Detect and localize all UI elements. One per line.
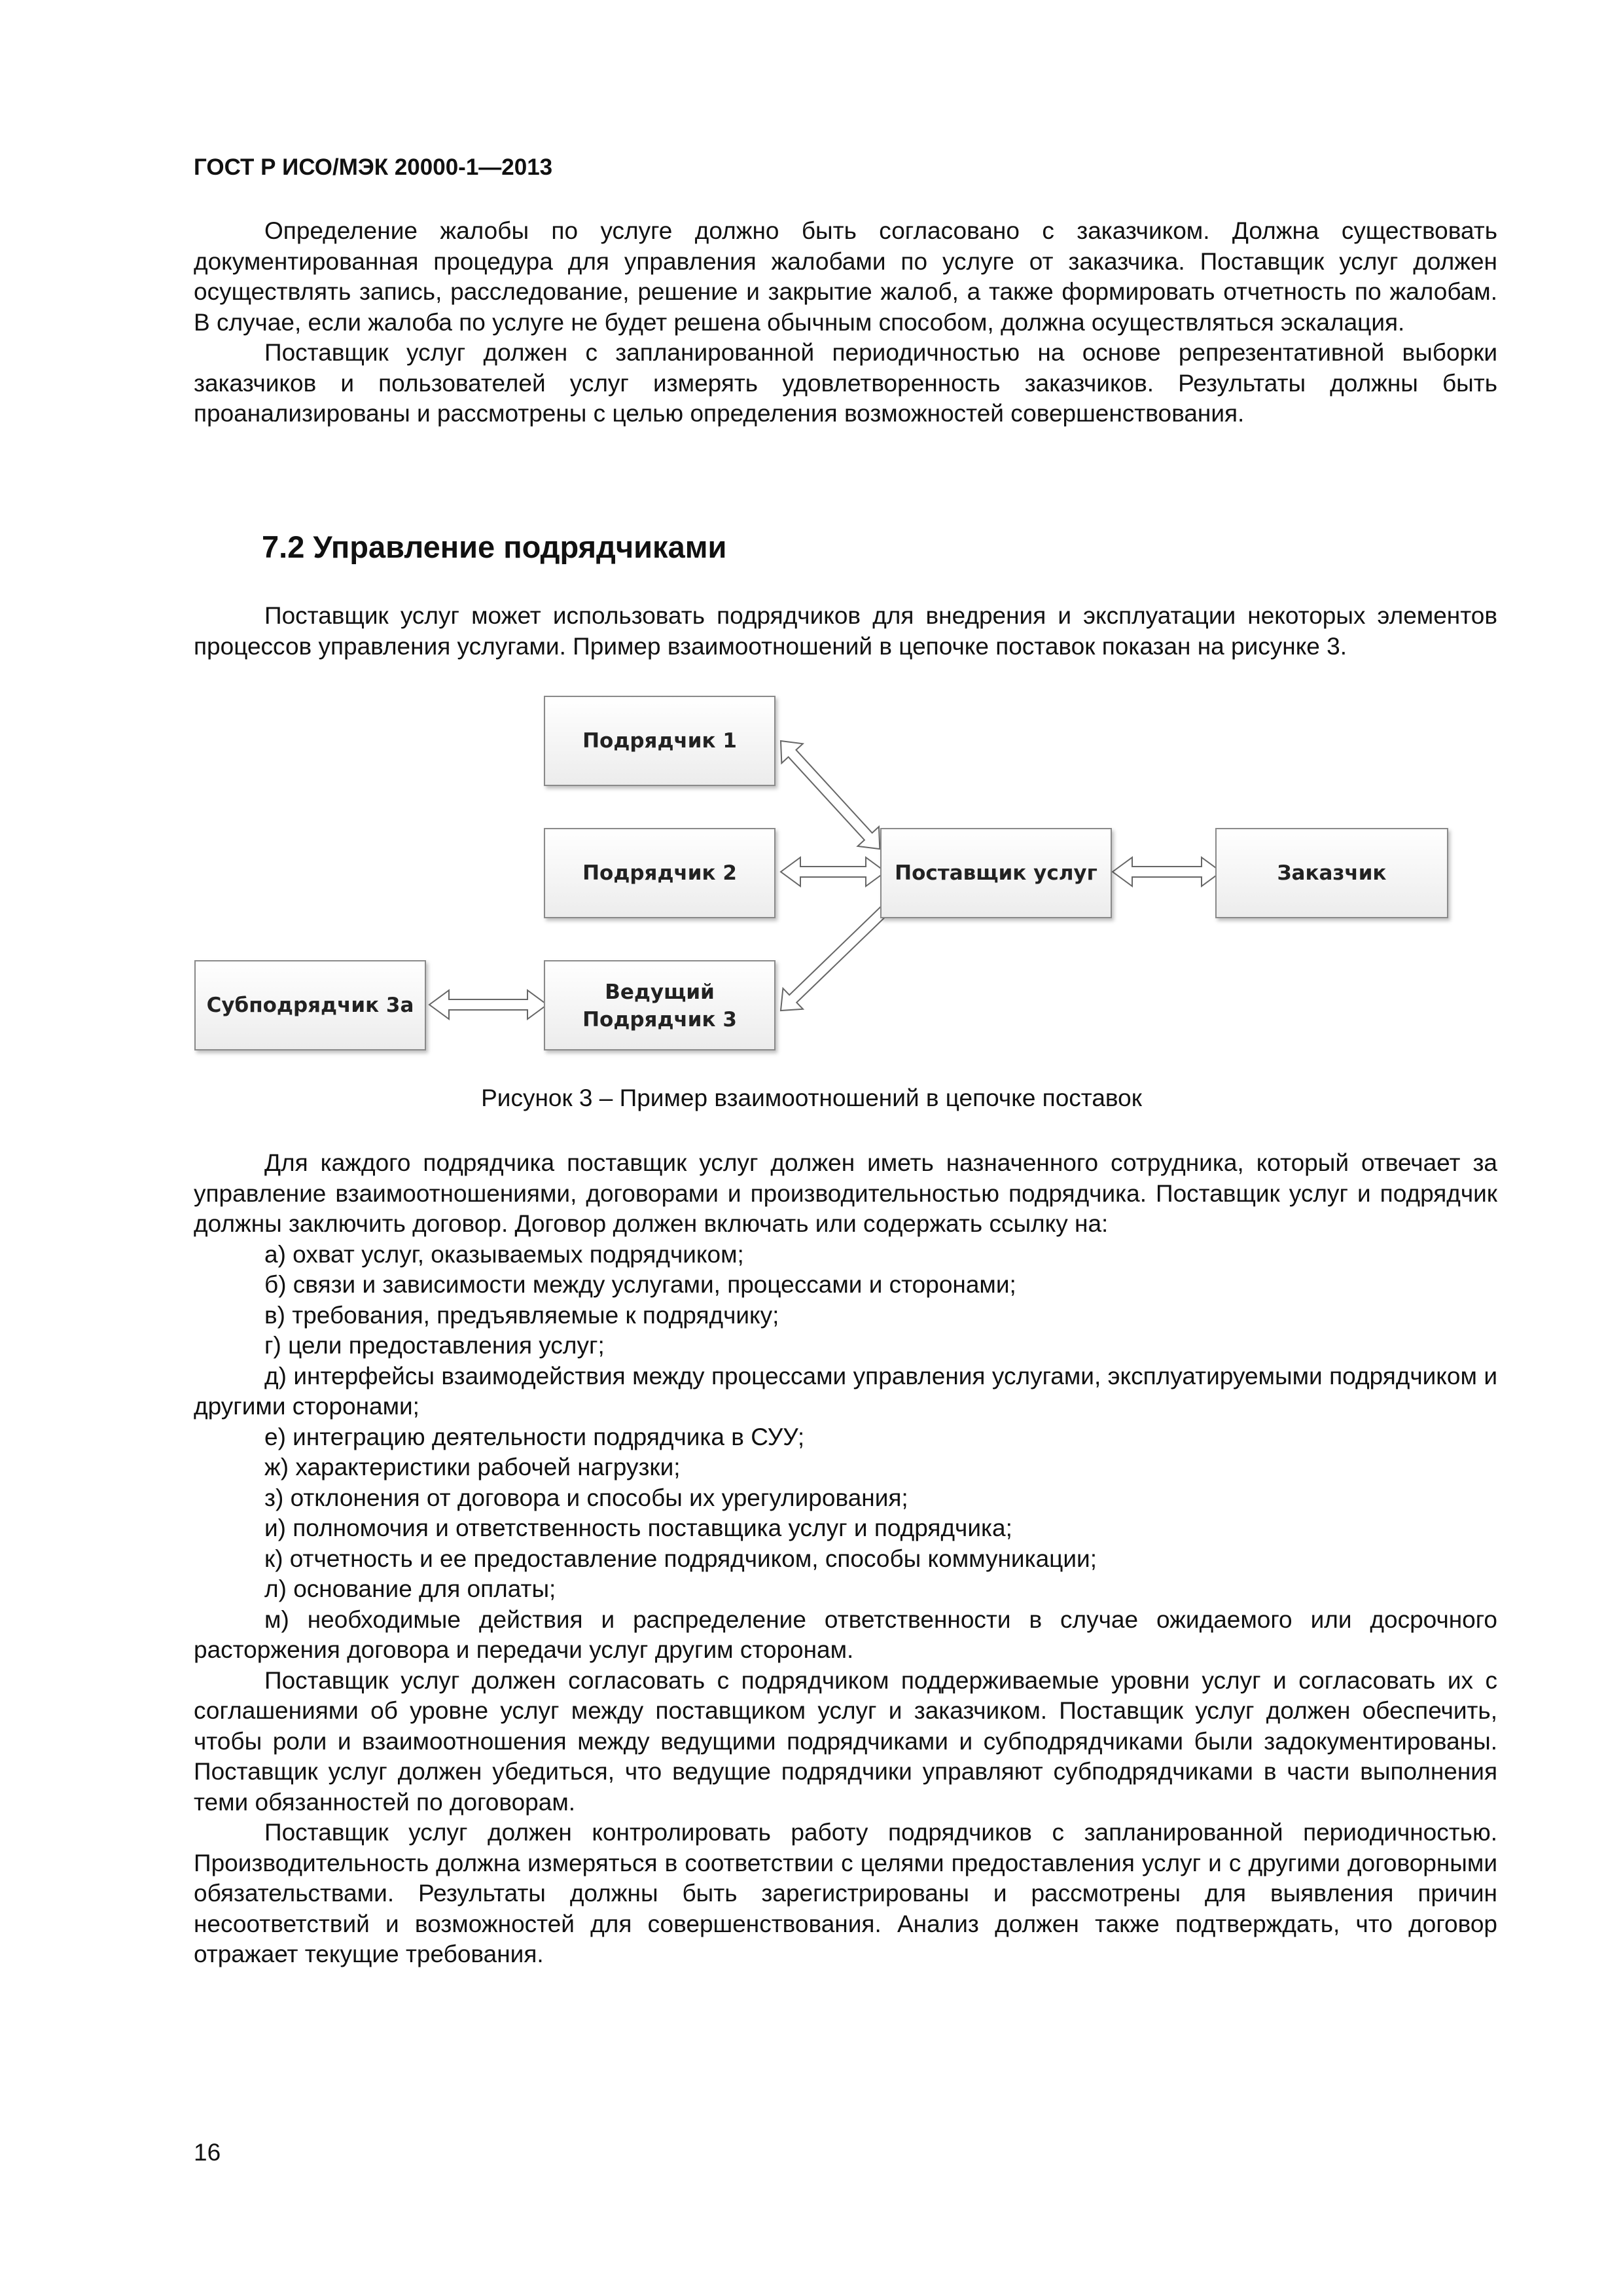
- list-item: и) полномочия и ответственность поставщика услуг и подрядчика;: [264, 1515, 1012, 1541]
- paragraph: Поставщик услуг должен согласовать с подрядчиком поддерживаемые уровни услуг и согласовать их с соглашениями об уровне услуг между поставщиком услуг и заказчиком. Поставщик услуг должен обеспечить, чтобы роли и взаимоотношения между ведущими подрядчиками и субподрядчиками были задокументированы. Поставщик услуг должен убедиться, что ведущие подрядчики управляют субподрядчиками в части выполнения теми обязанностей по договорам.: [194, 1666, 1497, 1816]
- label-subcontractor: Субподрядчик 3а: [206, 994, 414, 1017]
- paragraph: Для каждого подрядчика поставщик услуг должен иметь назначенного сотрудника, который отвечает за управление взаимоотношениями, договорами и производительностью подрядчика. Поставщик услуг и подрядчик должны заключить договор. Договор должен включать или содержать ссылку на:: [194, 1149, 1497, 1237]
- list-item: л) основание для оплаты;: [264, 1575, 556, 1602]
- paragraph: Определение жалобы по услуге должно быть согласовано с заказчиком. Должна существовать документированная процедура для управления жалобами по услуге от заказчика. Поставщик услуг должен осуществлять запись, расследование, решение и закрытие жалоб, а также формировать отчетность по жалобам. В случае, если жалоба по услуге не будет решена обычным способом, должна осуществляться эскалация.: [194, 217, 1497, 336]
- paragraph: Поставщик услуг должен контролировать работу подрядчиков с запланированной периодичностью. Производительность должна измеряться в соответствии с целями предоставления услуг и с другими договорными обязательствами. Результаты должны быть зарегистрированы и рассмотрены для выявления причин несоответствий и возможностей для совершенствования. Анализ должен также подтверждать, что договор отражает текущие требования.: [194, 1819, 1497, 1967]
- page-number: 16: [194, 2139, 221, 2166]
- list-item: е) интеграцию деятельности подрядчика в СУУ;: [264, 1423, 805, 1450]
- label-lead-line2: Подрядчик 3: [582, 1008, 737, 1031]
- box-lead-contractor3: [544, 961, 775, 1050]
- document-header: ГОСТ Р ИСО/МЭК 20000-1—2013: [194, 154, 553, 180]
- arrow-contractor2-provider: [781, 857, 885, 886]
- list-item: з) отклонения от договора и способы их урегулирования;: [264, 1484, 908, 1511]
- list-item: д) интерфейсы взаимодействия между процессами управления услугами, эксплуатируемыми подрядчиком и другими сторонами;: [194, 1362, 1497, 1420]
- label-customer: Заказчик: [1277, 861, 1387, 885]
- intro-text: [194, 216, 1497, 429]
- list-item: ж) характеристики рабочей нагрузки;: [264, 1454, 681, 1480]
- list-item: в) требования, предъявляемые к подрядчику;: [264, 1301, 779, 1329]
- box-contractor2: [544, 829, 775, 918]
- box-service-provider: [881, 829, 1111, 918]
- label-provider: Поставщик услуг: [895, 861, 1097, 885]
- section-title: 7.2 Управление подрядчиками: [262, 529, 727, 564]
- box-contractor1: [544, 696, 775, 785]
- arrow-contractor1-provider: [770, 731, 891, 859]
- list-item: к) отчетность и ее предоставление подрядчиком, способы коммуникации;: [264, 1545, 1097, 1572]
- box-customer: [1216, 829, 1448, 918]
- arrow-subcontractor-contractor3: [429, 990, 547, 1019]
- box-subcontractor: [195, 961, 425, 1050]
- supply-chain-diagram: [0, 681, 1623, 1073]
- paragraph: Поставщик услуг может использовать подрядчиков для внедрения и эксплуатации некоторых элементов процессов управления услугами. Пример взаимоотношений в цепочке поставок показан на рисунке 3.: [194, 602, 1497, 660]
- section-intro-text: [194, 601, 1497, 662]
- label-contractor2: Подрядчик 2: [582, 861, 737, 885]
- label-contractor1: Подрядчик 1: [582, 729, 737, 753]
- list-item: г) цели предоставления услуг;: [264, 1332, 605, 1359]
- arrow-provider-customer: [1113, 857, 1221, 886]
- figure-caption: Рисунок 3 – Пример взаимоотношений в цепочке поставок: [481, 1085, 1142, 1111]
- list-item: м) необходимые действия и распределение ответственности в случае ожидаемого или досрочного расторжения договора и передачи услуг другим сторонам.: [194, 1605, 1497, 1663]
- paragraph: Поставщик услуг должен с запланированной периодичностью на основе репрезентативной выборки заказчиков и пользователей услуг измерять удовлетворенность заказчиков. Результаты должны быть проанализированы и рассмотрены с целью определения возможностей совершенствования.: [194, 339, 1497, 427]
- list-item: а) охват услуг, оказываемых подрядчиком;: [264, 1240, 744, 1268]
- label-lead-line1: Ведущий: [605, 980, 715, 1004]
- list-item: б) связи и зависимости между услугами, процессами и сторонами;: [264, 1271, 1016, 1298]
- body-text: [194, 1148, 1497, 1970]
